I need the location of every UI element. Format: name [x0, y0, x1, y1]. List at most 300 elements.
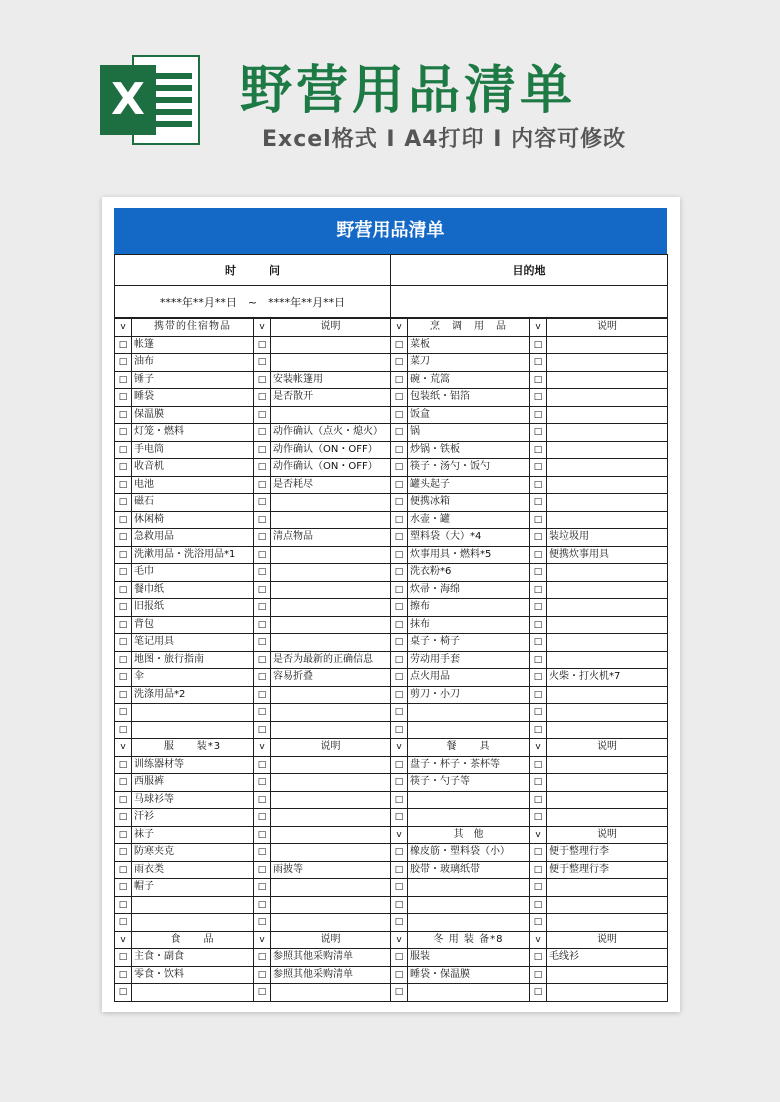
item-checkbox[interactable]: □: [115, 354, 132, 372]
note-checkbox[interactable]: □: [530, 984, 547, 1002]
item-checkbox[interactable]: □: [115, 861, 132, 879]
item-note[interactable]: [547, 581, 668, 599]
item-checkbox[interactable]: □: [391, 949, 408, 967]
item-name[interactable]: [408, 791, 530, 809]
item-note[interactable]: [547, 441, 668, 459]
item-checkbox[interactable]: □: [391, 354, 408, 372]
note-checkbox[interactable]: □: [530, 844, 547, 862]
item-name[interactable]: 睡袋: [132, 389, 254, 407]
item-checkbox[interactable]: □: [115, 336, 132, 354]
item-name[interactable]: 桌子・椅子: [408, 634, 530, 652]
item-name[interactable]: 帐篷: [132, 336, 254, 354]
item-note[interactable]: [547, 371, 668, 389]
item-note[interactable]: 是否散开: [271, 389, 391, 407]
item-name[interactable]: 服装: [408, 949, 530, 967]
item-checkbox[interactable]: □: [391, 721, 408, 739]
note-checkbox[interactable]: □: [254, 844, 271, 862]
item-checkbox[interactable]: □: [115, 896, 132, 914]
note-checkbox[interactable]: □: [254, 494, 271, 512]
item-name[interactable]: 洗衣粉*6: [408, 564, 530, 582]
item-name[interactable]: 橡皮筋・塑料袋（小）: [408, 844, 530, 862]
item-note[interactable]: 动作确认（ON・OFF）: [271, 441, 391, 459]
note-checkbox[interactable]: □: [530, 896, 547, 914]
item-name[interactable]: [408, 914, 530, 932]
item-name[interactable]: 洗涤用品*2: [132, 686, 254, 704]
note-checkbox[interactable]: □: [254, 354, 271, 372]
item-note[interactable]: [271, 914, 391, 932]
table-row: [115, 669, 668, 687]
item-name[interactable]: 睡袋・保温膜: [408, 966, 530, 984]
item-checkbox[interactable]: □: [391, 459, 408, 477]
note-checkbox[interactable]: □: [530, 511, 547, 529]
item-name[interactable]: 剪刀・小刀: [408, 686, 530, 704]
note-checkbox[interactable]: □: [254, 809, 271, 827]
item-note[interactable]: 便携炊事用具: [547, 546, 668, 564]
item-name[interactable]: 休闲椅: [132, 511, 254, 529]
note-checkbox[interactable]: □: [254, 704, 271, 722]
note-checkbox[interactable]: □: [530, 686, 547, 704]
item-name[interactable]: 胶带・玻璃纸带: [408, 861, 530, 879]
item-checkbox[interactable]: □: [391, 389, 408, 407]
item-name[interactable]: 防寒夹克: [132, 844, 254, 862]
item-note[interactable]: [271, 564, 391, 582]
item-name[interactable]: 保温膜: [132, 406, 254, 424]
item-note[interactable]: 清点物品: [271, 529, 391, 547]
note-checkbox[interactable]: □: [530, 721, 547, 739]
item-note[interactable]: [547, 704, 668, 722]
item-checkbox[interactable]: □: [391, 774, 408, 792]
item-note[interactable]: [271, 879, 391, 897]
item-checkbox[interactable]: □: [391, 511, 408, 529]
item-checkbox[interactable]: □: [391, 844, 408, 862]
note-checkbox[interactable]: □: [254, 879, 271, 897]
item-checkbox[interactable]: □: [115, 949, 132, 967]
item-checkbox[interactable]: □: [391, 599, 408, 617]
item-note[interactable]: [547, 879, 668, 897]
item-name[interactable]: 炊事用具・燃料*5: [408, 546, 530, 564]
category-title: 冬 用 装 备*8: [408, 931, 530, 949]
item-note[interactable]: [547, 756, 668, 774]
item-checkbox[interactable]: □: [391, 616, 408, 634]
item-name[interactable]: 雨衣类: [132, 861, 254, 879]
note-checkbox[interactable]: □: [530, 459, 547, 477]
note-checkbox[interactable]: □: [254, 441, 271, 459]
item-note[interactable]: [271, 774, 391, 792]
item-checkbox[interactable]: □: [391, 651, 408, 669]
item-name[interactable]: [132, 704, 254, 722]
item-note[interactable]: [271, 984, 391, 1002]
item-checkbox[interactable]: □: [115, 581, 132, 599]
note-checkbox[interactable]: □: [254, 424, 271, 442]
item-checkbox[interactable]: □: [391, 494, 408, 512]
item-name[interactable]: [408, 721, 530, 739]
item-checkbox[interactable]: □: [391, 791, 408, 809]
item-note[interactable]: [271, 826, 391, 844]
item-checkbox[interactable]: □: [391, 879, 408, 897]
table-row: [115, 686, 668, 704]
note-checkbox[interactable]: □: [254, 984, 271, 1002]
item-note[interactable]: [547, 651, 668, 669]
item-note[interactable]: [271, 686, 391, 704]
item-name[interactable]: 伞: [132, 669, 254, 687]
item-name[interactable]: 盘子・杯子・茶杯等: [408, 756, 530, 774]
note-checkbox[interactable]: □: [254, 669, 271, 687]
item-note[interactable]: [271, 336, 391, 354]
item-name[interactable]: 急救用品: [132, 529, 254, 547]
item-checkbox[interactable]: □: [115, 809, 132, 827]
item-name[interactable]: 手电筒: [132, 441, 254, 459]
item-note[interactable]: [547, 984, 668, 1002]
table-row: [115, 581, 668, 599]
item-note[interactable]: [271, 809, 391, 827]
item-name[interactable]: 笔记用具: [132, 634, 254, 652]
item-checkbox[interactable]: □: [115, 441, 132, 459]
table-row: [115, 564, 668, 582]
item-note[interactable]: [271, 704, 391, 722]
item-name[interactable]: 收音机: [132, 459, 254, 477]
note-checkbox[interactable]: □: [254, 966, 271, 984]
item-name[interactable]: 旧报纸: [132, 599, 254, 617]
item-note[interactable]: 参照其他采购清单: [271, 949, 391, 967]
item-checkbox[interactable]: □: [391, 809, 408, 827]
table-row: [115, 721, 668, 739]
item-name[interactable]: [408, 879, 530, 897]
item-name[interactable]: 炒锅・铁板: [408, 441, 530, 459]
item-note[interactable]: [547, 406, 668, 424]
item-note[interactable]: [547, 459, 668, 477]
item-name[interactable]: 筷子・勺子等: [408, 774, 530, 792]
item-name[interactable]: 马球衫等: [132, 791, 254, 809]
item-checkbox[interactable]: □: [391, 896, 408, 914]
note-checkbox[interactable]: □: [254, 774, 271, 792]
item-note[interactable]: [547, 896, 668, 914]
item-name[interactable]: 餐巾纸: [132, 581, 254, 599]
item-checkbox[interactable]: □: [115, 494, 132, 512]
item-checkbox[interactable]: □: [391, 914, 408, 932]
item-note[interactable]: [547, 791, 668, 809]
item-note[interactable]: [547, 686, 668, 704]
item-note[interactable]: 火柴・打火机*7: [547, 669, 668, 687]
item-note[interactable]: [271, 354, 391, 372]
item-note[interactable]: [547, 599, 668, 617]
note-checkbox[interactable]: □: [530, 616, 547, 634]
note-checkbox[interactable]: □: [530, 914, 547, 932]
note-checkbox[interactable]: □: [530, 634, 547, 652]
item-note[interactable]: [547, 809, 668, 827]
item-name[interactable]: 油布: [132, 354, 254, 372]
note-checkbox[interactable]: □: [530, 774, 547, 792]
item-checkbox[interactable]: □: [115, 966, 132, 984]
note-checkbox[interactable]: □: [254, 861, 271, 879]
item-checkbox[interactable]: □: [115, 511, 132, 529]
item-checkbox[interactable]: □: [115, 634, 132, 652]
item-note[interactable]: 便于整理行李: [547, 844, 668, 862]
table-row: [115, 494, 668, 512]
date-range-cell[interactable]: ****年**月**日 ~ ****年**月**日: [115, 286, 391, 318]
item-note[interactable]: [547, 424, 668, 442]
category-title: 其 他: [408, 826, 530, 844]
item-name[interactable]: [408, 809, 530, 827]
item-checkbox[interactable]: □: [115, 616, 132, 634]
item-name[interactable]: [408, 984, 530, 1002]
item-name[interactable]: 点火用品: [408, 669, 530, 687]
item-note[interactable]: 动作确认（ON・OFF）: [271, 459, 391, 477]
item-checkbox[interactable]: □: [115, 424, 132, 442]
item-name[interactable]: [132, 721, 254, 739]
note-checkbox[interactable]: □: [254, 826, 271, 844]
item-note[interactable]: [271, 599, 391, 617]
note-checkbox[interactable]: □: [254, 476, 271, 494]
item-note[interactable]: [547, 354, 668, 372]
item-name[interactable]: 炊帚・海绵: [408, 581, 530, 599]
note-checkbox[interactable]: □: [530, 546, 547, 564]
item-name[interactable]: [408, 704, 530, 722]
note-checkbox[interactable]: □: [530, 599, 547, 617]
note-checkbox[interactable]: □: [254, 336, 271, 354]
item-note[interactable]: 毛线衫: [547, 949, 668, 967]
note-checkbox[interactable]: □: [254, 914, 271, 932]
item-note[interactable]: [547, 634, 668, 652]
item-note[interactable]: [271, 546, 391, 564]
item-checkbox[interactable]: □: [391, 984, 408, 1002]
note-checkbox[interactable]: □: [254, 651, 271, 669]
note-checkbox[interactable]: □: [530, 861, 547, 879]
item-note[interactable]: [547, 494, 668, 512]
item-checkbox[interactable]: □: [115, 546, 132, 564]
item-note[interactable]: [547, 476, 668, 494]
item-checkbox[interactable]: □: [115, 914, 132, 932]
item-checkbox[interactable]: □: [391, 406, 408, 424]
item-name[interactable]: 西服裤: [132, 774, 254, 792]
item-name[interactable]: 便携冰箱: [408, 494, 530, 512]
item-checkbox[interactable]: □: [391, 336, 408, 354]
note-checkbox[interactable]: □: [530, 529, 547, 547]
note-checkbox[interactable]: □: [254, 616, 271, 634]
item-name[interactable]: 抹布: [408, 616, 530, 634]
item-name[interactable]: 电池: [132, 476, 254, 494]
item-name[interactable]: 水壶・罐: [408, 511, 530, 529]
item-note[interactable]: [271, 634, 391, 652]
item-note[interactable]: 参照其他采购清单: [271, 966, 391, 984]
note-checkbox[interactable]: □: [530, 476, 547, 494]
item-checkbox[interactable]: □: [391, 564, 408, 582]
item-note[interactable]: 装垃圾用: [547, 529, 668, 547]
note-checkbox[interactable]: □: [530, 564, 547, 582]
note-checkbox[interactable]: □: [254, 529, 271, 547]
item-name[interactable]: 锅: [408, 424, 530, 442]
item-checkbox[interactable]: □: [115, 879, 132, 897]
item-checkbox[interactable]: □: [115, 406, 132, 424]
note-checkbox[interactable]: □: [530, 354, 547, 372]
item-name[interactable]: 擦布: [408, 599, 530, 617]
item-checkbox[interactable]: □: [391, 634, 408, 652]
item-name[interactable]: [408, 896, 530, 914]
table-row: [115, 949, 668, 967]
note-checkbox[interactable]: □: [254, 896, 271, 914]
item-checkbox[interactable]: □: [391, 966, 408, 984]
table-row: [115, 844, 668, 862]
item-checkbox[interactable]: □: [391, 441, 408, 459]
item-checkbox[interactable]: □: [391, 529, 408, 547]
item-name[interactable]: 背包: [132, 616, 254, 634]
item-checkbox[interactable]: □: [115, 756, 132, 774]
table-row: [115, 406, 668, 424]
item-name[interactable]: 劳动用手套: [408, 651, 530, 669]
note-checkbox[interactable]: □: [254, 546, 271, 564]
item-checkbox[interactable]: □: [115, 721, 132, 739]
item-name[interactable]: 零食・饮料: [132, 966, 254, 984]
note-checkbox[interactable]: □: [254, 721, 271, 739]
item-name[interactable]: 袜子: [132, 826, 254, 844]
item-name[interactable]: 罐头起子: [408, 476, 530, 494]
item-checkbox[interactable]: □: [115, 686, 132, 704]
item-checkbox[interactable]: □: [391, 424, 408, 442]
note-checkbox[interactable]: □: [530, 879, 547, 897]
item-note[interactable]: [271, 844, 391, 862]
note-checkbox[interactable]: □: [254, 791, 271, 809]
note-checkbox[interactable]: □: [254, 634, 271, 652]
time-label: 时 问: [115, 255, 391, 286]
item-note[interactable]: [271, 494, 391, 512]
item-note[interactable]: [547, 336, 668, 354]
item-note[interactable]: [547, 389, 668, 407]
note-checkbox[interactable]: □: [530, 669, 547, 687]
item-note[interactable]: [547, 616, 668, 634]
item-name[interactable]: 菜刀: [408, 354, 530, 372]
item-name[interactable]: 灯笼・燃料: [132, 424, 254, 442]
item-name[interactable]: [132, 896, 254, 914]
note-checkbox[interactable]: □: [254, 686, 271, 704]
item-checkbox[interactable]: □: [115, 669, 132, 687]
note-checkbox[interactable]: □: [530, 581, 547, 599]
item-name[interactable]: 菜板: [408, 336, 530, 354]
item-name[interactable]: 洗漱用品・洗浴用品*1: [132, 546, 254, 564]
item-note[interactable]: 容易折叠: [271, 669, 391, 687]
note-checkbox[interactable]: □: [530, 424, 547, 442]
item-note[interactable]: [547, 914, 668, 932]
item-name[interactable]: 磁石: [132, 494, 254, 512]
note-checkbox[interactable]: □: [530, 791, 547, 809]
item-checkbox[interactable]: □: [115, 774, 132, 792]
item-note[interactable]: 安装帐篷用: [271, 371, 391, 389]
item-checkbox[interactable]: □: [115, 564, 132, 582]
note-checkbox[interactable]: □: [530, 756, 547, 774]
note-checkbox[interactable]: □: [254, 406, 271, 424]
item-note[interactable]: [547, 564, 668, 582]
item-name[interactable]: 汗衫: [132, 809, 254, 827]
item-checkbox[interactable]: □: [391, 546, 408, 564]
table-row: [115, 826, 668, 844]
item-note[interactable]: [271, 511, 391, 529]
item-note[interactable]: [271, 896, 391, 914]
note-checkbox[interactable]: □: [530, 389, 547, 407]
note-checkbox[interactable]: □: [530, 441, 547, 459]
note-checkbox[interactable]: □: [254, 599, 271, 617]
item-checkbox[interactable]: □: [391, 861, 408, 879]
item-checkbox[interactable]: □: [391, 669, 408, 687]
item-checkbox[interactable]: □: [115, 984, 132, 1002]
item-checkbox[interactable]: □: [115, 704, 132, 722]
item-checkbox[interactable]: □: [391, 704, 408, 722]
note-checkbox[interactable]: □: [254, 564, 271, 582]
item-name[interactable]: 碗・荒篙: [408, 371, 530, 389]
note-checkbox[interactable]: □: [254, 459, 271, 477]
item-checkbox[interactable]: □: [115, 476, 132, 494]
item-note[interactable]: [271, 406, 391, 424]
category-title: 服 装*3: [132, 739, 254, 757]
note-checkbox[interactable]: □: [254, 756, 271, 774]
item-checkbox[interactable]: □: [115, 529, 132, 547]
item-name[interactable]: [132, 984, 254, 1002]
note-checkbox[interactable]: □: [254, 389, 271, 407]
item-checkbox[interactable]: □: [391, 686, 408, 704]
note-checkbox[interactable]: □: [530, 704, 547, 722]
item-note[interactable]: [547, 721, 668, 739]
note-checkbox[interactable]: □: [530, 494, 547, 512]
note-checkbox[interactable]: □: [530, 336, 547, 354]
note-checkbox[interactable]: □: [254, 581, 271, 599]
item-checkbox[interactable]: □: [115, 459, 132, 477]
note-checkbox[interactable]: □: [530, 406, 547, 424]
item-note[interactable]: 是否为最新的正确信息: [271, 651, 391, 669]
item-name[interactable]: 筷子・汤勺・饭勺: [408, 459, 530, 477]
item-name[interactable]: [132, 914, 254, 932]
item-checkbox[interactable]: □: [115, 599, 132, 617]
item-name[interactable]: 主食・副食: [132, 949, 254, 967]
item-name[interactable]: 饭盒: [408, 406, 530, 424]
item-note[interactable]: [547, 511, 668, 529]
item-name[interactable]: 帽子: [132, 879, 254, 897]
note-checkbox[interactable]: □: [530, 966, 547, 984]
item-checkbox[interactable]: □: [115, 791, 132, 809]
item-checkbox[interactable]: □: [115, 844, 132, 862]
note-checkbox[interactable]: □: [530, 371, 547, 389]
item-name[interactable]: 锤子: [132, 371, 254, 389]
item-note[interactable]: 动作确认（点火・熄火）: [271, 424, 391, 442]
item-note[interactable]: 便于整理行李: [547, 861, 668, 879]
note-checkbox[interactable]: □: [254, 511, 271, 529]
note-checkbox[interactable]: □: [254, 371, 271, 389]
item-checkbox[interactable]: □: [391, 756, 408, 774]
item-name[interactable]: 包装纸・铝箔: [408, 389, 530, 407]
item-checkbox[interactable]: □: [115, 651, 132, 669]
item-note[interactable]: [547, 966, 668, 984]
item-name[interactable]: 训练器材等: [132, 756, 254, 774]
item-note[interactable]: [271, 756, 391, 774]
note-checkbox[interactable]: □: [530, 651, 547, 669]
note-checkbox[interactable]: □: [530, 809, 547, 827]
item-note[interactable]: [271, 616, 391, 634]
item-checkbox[interactable]: □: [115, 826, 132, 844]
item-note[interactable]: 是否耗尽: [271, 476, 391, 494]
item-note[interactable]: [547, 774, 668, 792]
item-checkbox[interactable]: □: [391, 371, 408, 389]
destination-cell[interactable]: [391, 286, 668, 318]
item-note[interactable]: 雨披等: [271, 861, 391, 879]
item-name[interactable]: 地图・旅行指南: [132, 651, 254, 669]
item-checkbox[interactable]: □: [115, 389, 132, 407]
item-checkbox[interactable]: □: [391, 581, 408, 599]
item-note[interactable]: [271, 791, 391, 809]
item-name[interactable]: 毛巾: [132, 564, 254, 582]
note-checkbox[interactable]: □: [254, 949, 271, 967]
item-note[interactable]: [271, 581, 391, 599]
item-checkbox[interactable]: □: [115, 371, 132, 389]
item-note[interactable]: [271, 721, 391, 739]
note-checkbox[interactable]: □: [530, 949, 547, 967]
item-name[interactable]: 塑料袋（大）*4: [408, 529, 530, 547]
item-checkbox[interactable]: □: [391, 476, 408, 494]
